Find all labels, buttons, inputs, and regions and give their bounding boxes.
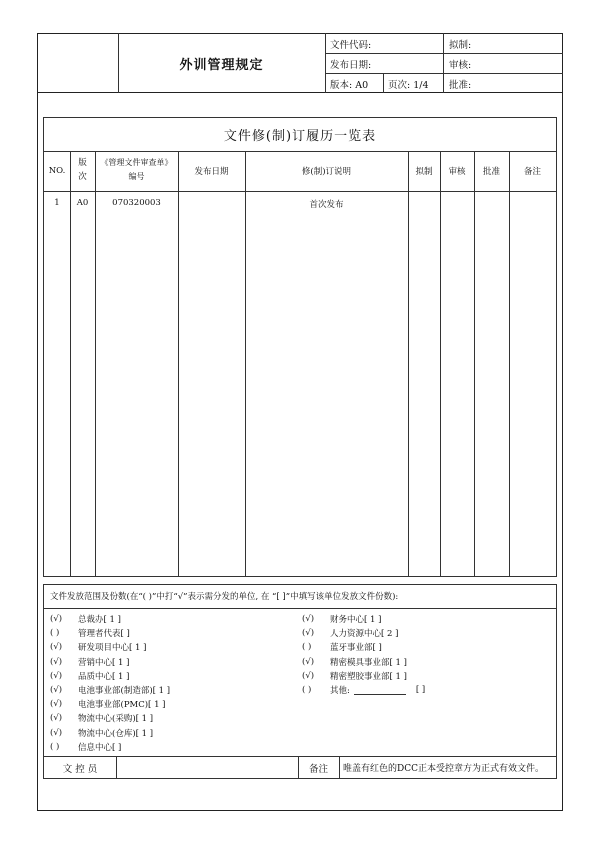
remarks-text: 唯盖有红色的DCC正本受控章方为正式有效文件。 [343, 764, 544, 774]
unit-label: 精密塑胶事业部[ 1 ] [330, 671, 407, 682]
col-header-description: 修(制)订说明 [301, 167, 352, 177]
version-label: 版本: A0 [330, 80, 369, 91]
check-mark: (√) [50, 614, 63, 625]
unit-label: 蓝牙事业部[ ] [330, 643, 382, 654]
other-bracket: [ ] [415, 685, 426, 696]
approve-label: 批准: [449, 80, 472, 91]
list-item[interactable] [50, 683, 170, 697]
controller-field[interactable] [117, 757, 298, 778]
check-mark: ( ) [50, 741, 60, 752]
unit-label: 品质中心[ 1 ] [78, 671, 130, 682]
check-mark: (√) [302, 628, 315, 639]
unit-label: 精密模具事业部[ 1 ] [330, 657, 407, 668]
check-mark: ( ) [50, 628, 60, 639]
list-item[interactable] [302, 669, 425, 683]
check-mark: (√) [302, 614, 315, 625]
check-mark: (√) [302, 656, 315, 667]
list-item[interactable] [302, 640, 425, 654]
distribution-left-list [50, 612, 170, 754]
list-item[interactable] [302, 655, 425, 669]
list-item-other[interactable] [302, 683, 425, 697]
list-item[interactable] [50, 740, 170, 754]
check-mark: (√) [50, 670, 63, 681]
check-mark: ( ) [302, 642, 312, 653]
row-version: A0 [76, 198, 89, 208]
publish-date-label: 发布日期: [330, 60, 372, 71]
col-header-no: NO. [48, 166, 66, 176]
list-item[interactable] [302, 612, 425, 626]
unit-label: 其他: [330, 686, 350, 697]
unit-label: 信息中心[ ] [78, 742, 122, 753]
check-mark: ( ) [302, 685, 312, 696]
header-grid [37, 33, 563, 93]
unit-label: 总裁办[ 1 ] [78, 615, 121, 626]
unit-label: 管理者代表[ ] [78, 629, 130, 640]
col-header-reviewed: 审核 [448, 167, 466, 177]
unit-label: 人力资源中心[ 2 ] [330, 629, 399, 640]
row-review-no: 070320003 [112, 198, 161, 208]
check-mark: (√) [50, 727, 63, 738]
col-header-publish-date: 发布日期 [194, 167, 229, 177]
other-blank-field[interactable] [354, 685, 406, 695]
list-item[interactable] [50, 655, 170, 669]
unit-label: 电池事业部(制造部)[ 1 ] [78, 686, 171, 697]
list-item[interactable] [50, 697, 170, 711]
document-title: 外训管理规定 [179, 57, 264, 73]
unit-label: 研发项目中心[ 1 ] [78, 643, 147, 654]
distribution-title: 文件发放范围及份数(在“( )”中打“√”表示需分发的单位, 在 “[ ]”中填写该单位发放文件份数): [50, 592, 399, 602]
check-mark: (√) [50, 713, 63, 724]
review-label: 审核: [449, 60, 472, 71]
unit-label: 物流中心(仓库)[ 1 ] [78, 728, 154, 739]
col-header-drafted: 拟制 [415, 167, 433, 177]
check-mark: (√) [302, 670, 315, 681]
page-label: 页次: 1/4 [388, 80, 429, 91]
col-header-version: 版 次 [78, 158, 87, 182]
check-mark: (√) [50, 642, 63, 653]
check-mark: (√) [50, 685, 63, 696]
unit-label: 物流中心(采购)[ 1 ] [78, 714, 154, 725]
unit-label: 财务中心[ 1 ] [330, 615, 382, 626]
list-item[interactable] [50, 626, 170, 640]
remarks-label: 备注 [308, 763, 328, 775]
list-item[interactable] [50, 669, 170, 683]
list-item[interactable] [50, 726, 170, 740]
row-description: 首次发布 [309, 200, 344, 210]
col-header-approved: 批准 [482, 167, 500, 177]
revision-history-title: 文件修(制)订履历一览表 [223, 129, 377, 144]
unit-label: 电池事业部(PMC)[ 1 ] [78, 700, 166, 711]
drafted-label: 拟制: [449, 40, 472, 51]
col-header-remarks: 备注 [523, 167, 541, 177]
list-item[interactable] [50, 612, 170, 626]
controller-label: 文 控 员 [62, 763, 98, 775]
doc-code-label: 文件代码: [330, 40, 372, 51]
check-mark: (√) [50, 699, 63, 710]
footer-row [43, 757, 557, 779]
list-item[interactable] [302, 626, 425, 640]
distribution-section [43, 584, 557, 757]
revision-history-table [43, 117, 557, 577]
distribution-right-list [302, 612, 425, 697]
check-mark: (√) [50, 656, 63, 667]
row-no: 1 [54, 198, 60, 208]
list-item[interactable] [50, 711, 170, 725]
unit-label: 营销中心[ 1 ] [78, 657, 130, 668]
list-item[interactable] [50, 640, 170, 654]
col-header-review-form: 《管理文件审查单》 编号 [100, 158, 173, 181]
